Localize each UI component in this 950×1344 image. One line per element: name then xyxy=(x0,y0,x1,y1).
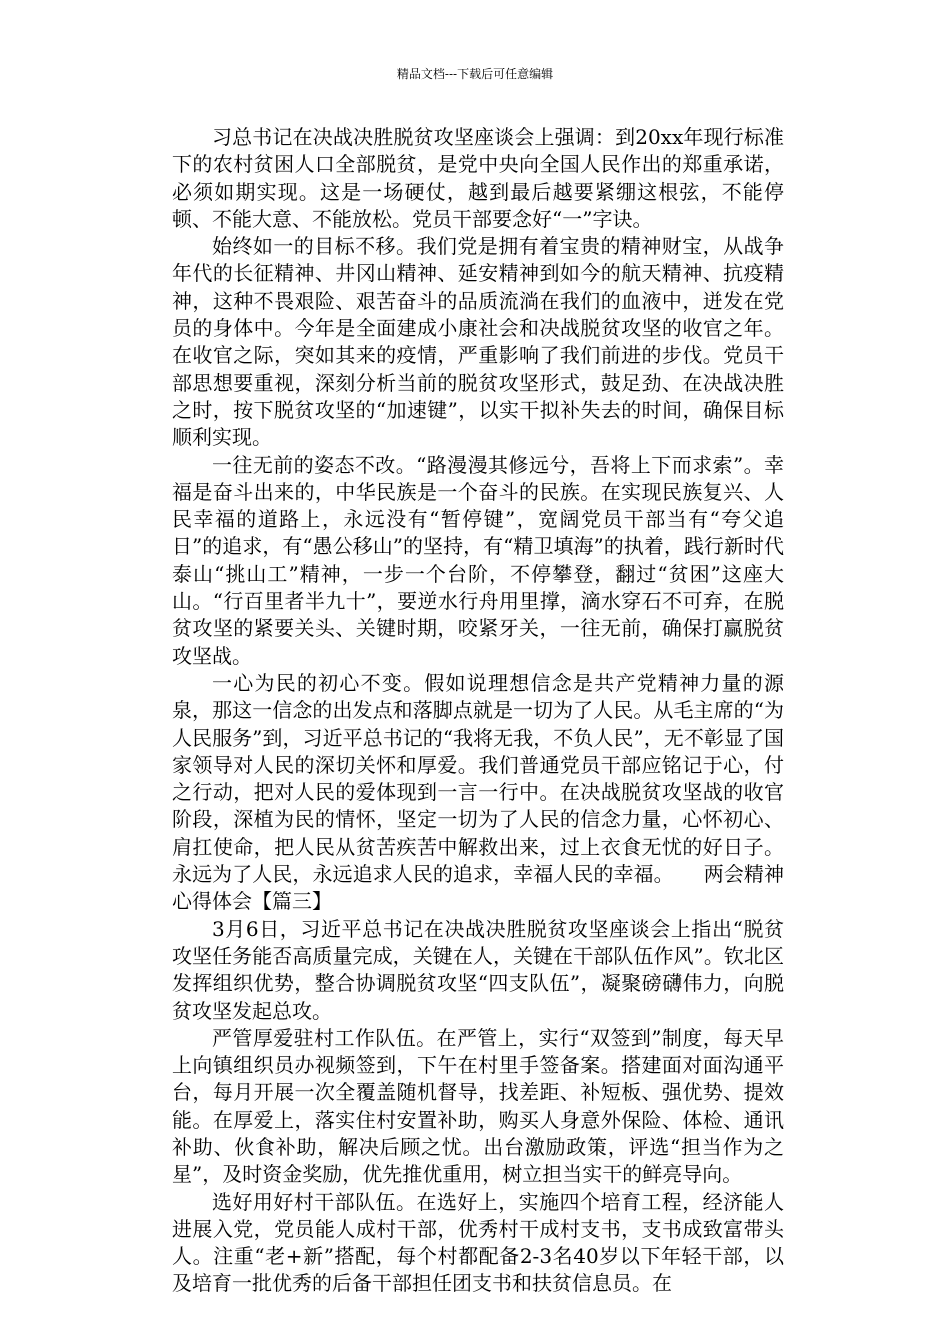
document-body xyxy=(172,124,784,1298)
paragraph-6: 严管厚爱驻村工作队伍。在严管上，实行“双签到”制度，每天早上向镇组织员办视频签到，下午在村里手签备案。搭建面对面沟通平台，每月开展一次全覆盖随机督导，找差距、补短板、强优势、提效能。在厚爱上，落实住村安置补助，购买人身意外保险、体检、通讯补助、伙食补助，解决后顾之忧。出台激励政策，评选“担当作为之星”，及时资金奖励，优先推优重用，树立担当实干的鲜亮导向。 xyxy=(172,1025,784,1187)
paragraph-1: 习总书记在决战决胜脱贫攻坚座谈会上强调：到20xx年现行标准下的农村贫困人口全部脱贫，是党中央向全国人民作出的郑重承诺，必须如期实现。这是一场硬仗，越到最后越要紧绷这根弦，不能停顿、不能大意、不能放松。党员干部要念好“一”字诀。 xyxy=(172,125,784,231)
paragraph-2: 始终如一的目标不移。我们党是拥有着宝贵的精神财宝，从战争年代的长征精神、井冈山精神、延安精神到如今的航天精神、抗疫精神，这种不畏艰险、艰苦奋斗的品质流淌在我们的血液中，迸发在党员的身体中。今年是全面建成小康社会和决战脱贫攻坚的收官之年。在收官之际，突如其来的疫情，严重影响了我们前进的步伐。党员干部思想要重视，深刻分析当前的脱贫攻坚形式，鼓足劲、在决战决胜之时，按下脱贫攻坚的“加速键”，以实干拟补失去的时间，确保目标顺利实现。 xyxy=(172,234,784,450)
paragraph-3: 一往无前的姿态不改。“路漫漫其修远兮，吾将上下而求索”。幸福是奋斗出来的，中华民族是一个奋斗的民族。在实现民族复兴、人民幸福的道路上，永远没有“暂停键”，宽阔党员干部当有“夸父追日”的追求，有“愚公移山”的坚持，有“精卫填海”的执着，践行新时代泰山“挑山工”精神，一步一个台阶，不停攀登，翻过“贫困”这座大山。“行百里者半九十”，要逆水行舟用里撑，滴水穿石不可弃，在脱贫攻坚的紧要关头、关键时期，咬紧牙关，一往无前，确保打赢脱贫攻坚战。 xyxy=(172,452,784,668)
page-header: 精品文档---下载后可任意编辑 xyxy=(396,67,554,81)
paragraph-5: 3月6日，习近平总书记在决战决胜脱贫攻坚座谈会上指出“脱贫攻坚任务能否高质量完成，关键在人，关键在干部队伍作风”。钦北区发挥组织优势，整合协调脱贫攻坚“四支队伍”，凝聚磅礴伟力，向脱贫攻坚发起总攻。 xyxy=(172,916,784,1023)
paragraph-7: 选好用好村干部队伍。在选好上，实施四个培育工程，经济能人进展入党，党员能人成村干部，优秀村干成村支书，支书成致富带头人。注重“老+新”搭配，每个村都配备2-3名40岁以下年轻干部，以及培育一批优秀的后备干部担任团支书和扶贫信息员。在 xyxy=(172,1189,784,1296)
paragraph-4: 一心为民的初心不变。假如说理想信念是共产党精神力量的源泉，那这一信念的出发点和落脚点就是一切为了人民。从毛主席的“为人民服务”到，习近平总书记的“我将无我，不负人民”，无不彰显了国家领导对人民的深切关怀和厚爱。我们普通党员干部应铭记于心，付之行动，把对人民的爱体现到一言一行中。在决战脱贫攻坚战的收官阶段，深植为民的情怀，坚定一切为了人民的信念力量，心怀初心、肩扛使命，把人民从贫苦疾苦中解救出来，过上衣食无忧的好日子。永远为了人民，永远追求人民的追求，幸福人民的幸福。 两会精神心得体会【篇三】 xyxy=(172,670,784,914)
